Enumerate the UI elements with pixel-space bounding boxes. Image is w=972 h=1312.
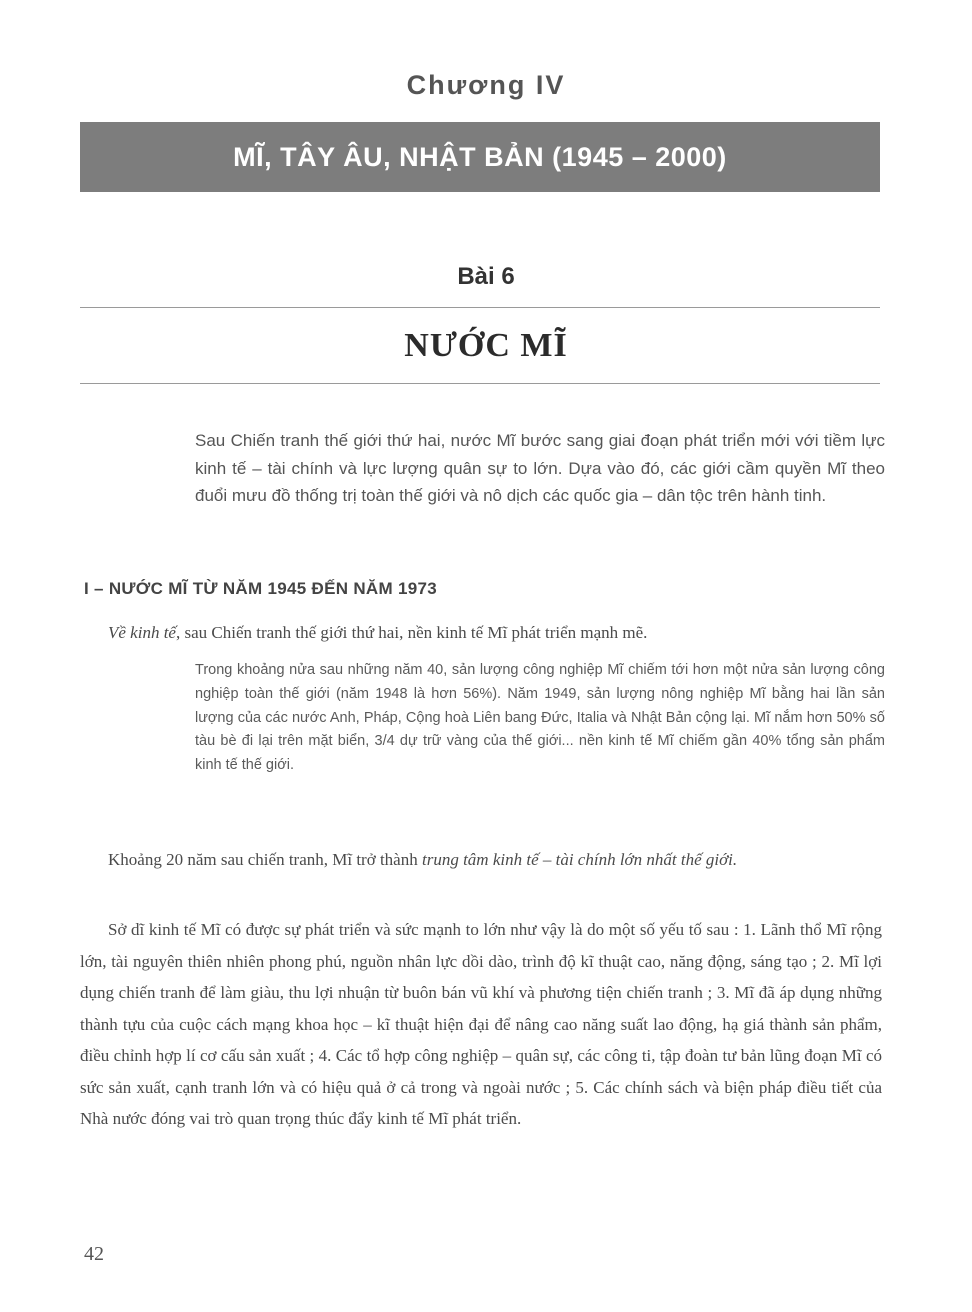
- divider-top: [80, 307, 880, 308]
- chapter-banner: [80, 122, 880, 192]
- center-paragraph: [80, 844, 882, 876]
- divider-bottom: [80, 383, 880, 384]
- section-heading: I – NƯỚC MĨ TỪ NĂM 1945 ĐẾN NĂM 1973: [84, 579, 437, 598]
- intro-paragraph: Sau Chiến tranh thế giới thứ hai, nước Mĩ bước sang giai đoạn phát triển mới với tiềm lực kinh tế – tài chính và lực lượng quân sự to lớn. Dựa vào đó, các giới cầm quyền Mĩ theo đuổi mưu đồ thống trị toàn thế giới và nô dịch các quốc gia – dân tộc trên hành tinh.: [195, 431, 885, 505]
- center-emphasis: trung tâm kinh tế – tài chính lớn nhất thế giới.: [421, 850, 738, 869]
- lesson-title: NƯỚC MĨ: [404, 327, 568, 364]
- page-number: 42: [84, 1243, 104, 1265]
- center-text: Khoảng 20 năm sau chiến tranh, Mĩ trở thành: [108, 850, 422, 869]
- factors-paragraph: Sở dĩ kinh tế Mĩ có được sự phát triển và sức mạnh to lớn như vậy là do một số yếu tố sau : 1. Lãnh thổ Mĩ rộng lớn, tài nguyên thiên nhiên phong phú, nguồn nhân lực dồi dào, trình độ kĩ thuật cao, năng động, sáng tạo ; 2. Mĩ lợi dụng chiến tranh để làm giàu, thu lợi nhuận từ buôn bán vũ khí và phương tiện chiến tranh ; 3. Mĩ đã áp dụng những thành tựu của cuộc cách mạng khoa học – kĩ thuật hiện đại để nâng cao năng suất lao động, hạ giá thành sản phẩm, điều chỉnh hợp lí cơ cấu sản xuất ; 4. Các tổ hợp công nghiệp – quân sự, các công ti, tập đoàn tư bản lũng đoạn Mĩ có sức sản xuất, cạnh tranh lớn và có hiệu quả ở cả trong và ngoài nước ; 5. Các chính sách và biện pháp điều tiết của Nhà nước đóng vai trò quan trọng thúc đẩy kinh tế Mĩ phát triển.: [80, 920, 882, 1128]
- lesson-number: Bài 6: [457, 263, 515, 290]
- chapter-label: Chương IV: [406, 70, 566, 100]
- banner-title: MĨ, TÂY ÂU, NHẬT BẢN (1945 – 2000): [233, 141, 727, 172]
- economy-text: , sau Chiến tranh thế giới thứ hai, nền kinh tế Mĩ phát triển mạnh mẽ.: [175, 623, 648, 642]
- economy-paragraph: [80, 617, 882, 649]
- economy-note: Trong khoảng nửa sau những năm 40, sản lượng công nghiệp Mĩ chiếm tới hơn một nửa sản lượng công nghiệp toàn thế giới (năm 1948 là hơn 56%). Năm 1949, sản lượng nông nghiệp Mĩ bằng hai lần sản lượng của các nước Anh, Pháp, Cộng hoà Liên bang Đức, Italia và Nhật Bản cộng lại. Mĩ nắm hơn 50% số tàu bè đi lại trên mặt biển, 3/4 dự trữ vàng của thế giới... nền kinh tế Mĩ chiếm gần 40% tổng sản phẩm kinh tế thế giới.: [195, 662, 885, 774]
- economy-lead: Về kinh tế: [108, 623, 176, 642]
